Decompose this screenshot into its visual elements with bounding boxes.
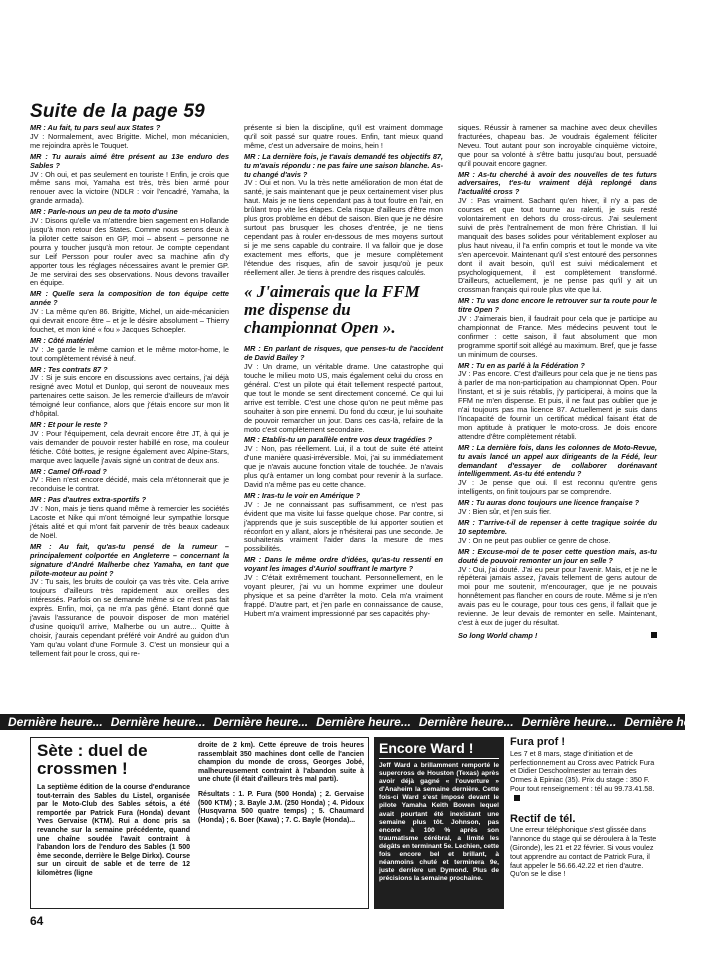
answer: JV : Pas encore. C'est d'ailleurs pour cela que je ne tiens pas à parler de ma non-participation au championnat Open. Pour l'instant, et si je suis rétablis, j'y participerai, à moins que la FFM ne m'en dispense. Et puis, il ne faut pas oublier que je n'ai toujours pas ma licence 87. Actuellement je suis dans l'incapacité de fournir un certificat médical faisant état de mon aptitude à pratiquer le moto-cross. Je dois encore attendre d'être complètement rétabli. <box>458 369 657 441</box>
rectif-title: Rectif de tél. <box>510 812 576 825</box>
question: MR : La dernière fois, dans les colonnes de Moto-Revue, tu avais lancé un appel aux dirigeants de la Fédé, leur demandant d'essayer de collaborer dorénavant intelligemment. As-tu été entendu ? <box>458 442 657 479</box>
fura-body <box>510 750 660 803</box>
interview-column-3 <box>458 124 657 641</box>
answer: JV : Pas vraiment. Sachant qu'en hiver, il n'y a pas de courses et que tout tourne au ralenti, je suis resté volontairement en dehors du cross-circus. J'ai seulement suivi de près l'entraînement de mon frère Christian. Il lui manquait des bases solides pour véritablement exploser au plus haut niveau, il l'a enfin compris et tout le monde va vite s'en apercevoir. Maintenant qu'il s'est entouré des personnes dont il avait besoin, qu'il est suivi médicalement et psychologiquement, il est complètement transformé. D'ailleurs, actuellement, je ne pense pas qu'il y ait un crossman français qui roule plus vite que lui. <box>458 196 657 295</box>
qa-block <box>30 496 229 541</box>
qa-block <box>30 421 229 466</box>
qa-block <box>458 171 657 296</box>
qa-block <box>30 290 229 335</box>
qa-block <box>458 297 657 359</box>
banner-text: Dernière heure... <box>213 715 309 729</box>
question: MR : Parle-nous un peu de ta moto d'usine <box>30 207 178 217</box>
fura-title: Fura prof ! <box>510 736 565 748</box>
signoff <box>458 632 657 641</box>
question: MR : Etablis-tu un parallèle entre vos deux tragédies ? <box>244 435 433 445</box>
rectif-body: Une erreur téléphonique s'est glissée dans l'annonce du stage qui se déroulera à la Teste (Gironde), les 21 et 22 février. Si vous voulez tout apprendre au contact de Patrick Fura, il faut appeler le 56.66.42.22 et rien d'autre. Qu'on se le dise ! <box>510 825 657 879</box>
answer: JV : J'aimerais bien, il faudrait pour cela que je participe au championnat de France. Mes médecins peuvent tout le confirmer : cette saison, il faut absolument que mon programme sportif soit allégé au maximum. Bref, que je fasse un minimum de courses. <box>458 314 657 359</box>
ward-body: Jeff Ward a brillamment remporté le supercross de Houston (Texas) après avoir déjà gagné « l'ouverture » d'Anaheim la semaine dernière. Cette fois-ci Ward s'est imposé devant le pilote Yamaha Keith Bowen lequel avait pourtant été inexistant une semaine plus tôt. Johnson, pas encore à 100 % après son traumatisme cérébral, a limité les dégâts en terminant 5e. Lechien, cette fois encore bel et brillant, à néanmoins chuté et terminera 9e, juste derrière un Dymond. Plus de précisions la semaine prochaine. <box>379 762 499 883</box>
question: MR : Côté matériel <box>30 335 95 345</box>
question: MR : Excuse-moi de te poser cette question mais, as-tu douté de pouvoir remonter un jour en selle ? <box>458 546 657 565</box>
briefs-column <box>510 738 660 891</box>
breaking-news-banner <box>0 714 719 730</box>
qa-block <box>458 444 657 497</box>
question: MR : Tu vas donc encore le retrouver sur ta route pour le titre Open ? <box>458 296 657 315</box>
answer: JV : On ne peut pas oublier ce genre de chose. <box>458 535 611 545</box>
signoff-text: So long World champ ! <box>458 630 538 640</box>
answer: JV : Je pense que oui. Il est reconnu qu'entre gens intelligents, on finit toujours par se comprendre. <box>458 478 657 497</box>
qa-block <box>244 436 443 489</box>
answer: JV : Tu sais, les bruits de couloir ça vas très vite. Cela arrive toujours d'ailleurs très rapidement aux oreilles des intéressés. Parfois on se demande même si ce n'est pas fait exprès. Enfin, moi, ça ne m'a pas gêné. Etant donné que j'avais l'assurance de pouvoir disposer de mon matériel d'usine quoiqu'il arrive, Malherbe ou un autre... Quitte à choisir, j'aurais cependant préféré voir André au guidon d'un Yam qu'au volant d'une Formule 3. C'est un monsieur qui a tellement fait pour le cross, qui re- <box>30 577 229 658</box>
banner-text: Dernière heure... <box>316 715 411 729</box>
answer: JV : Disons qu'elle va m'attendre bien sagement en Hollande jusqu'à mon retour des States. Comme nous serons deux à la piloter cette saison en GP, moi – absent – personne ne pourra y toucher jusqu'à mon retour. Je compte cependant sur Leif Persson pour rouler avec sa machine afin d'y apporter tous les réglages nécessaires avant le premier GP. Je me servirai des ses observations. Nous devons travailler en équipe. <box>30 216 229 288</box>
page-number: 64 <box>30 914 44 928</box>
qa-block <box>30 124 229 151</box>
question: MR : Et pour le reste ? <box>30 420 108 429</box>
qa-block <box>244 153 443 278</box>
answer: JV : C'était extrêmement touchant. Personnellement, en le voyant pleurer, j'ai vu un homme exprimer une douleur physique et sa peine d'arrêter la moto. Cela m'a vraiment frappé. D'autre part, et j'en parle en connaissance de cause, Hubert m'a vraiment impressionné par ses capacités phy- <box>244 573 443 618</box>
sete-body-right-text: droite de 2 km). Cette épreuve de trois heures rassemblait 350 machines dont celle de l'ancien champion du monde de cross, Georges Jobé, malheureusement contraint à l'abandon suite à une chute (il était d'ailleurs très mal parti). <box>198 742 364 784</box>
question: MR : Tu aurais aimé être présent au 13e enduro des Sables ? <box>30 151 229 170</box>
interview-column-2 <box>244 124 443 621</box>
question: MR : Tes contrats 87 ? <box>30 364 108 374</box>
question: MR : Quelle sera la composition de ton équipe cette année ? <box>30 289 229 308</box>
answer: JV : Je ne connaissant pas suffisamment, ce n'est pas évident que ma visite lui fasse quelque chose. Par contre, si j'apprends que je suis susceptible de lui apporter soutien et réconfort en y allant, alors je n'hésiterai pas une seconde. Je souhaiterais vraiment l'aider dans la mesure de mes possibilités. <box>244 499 443 554</box>
question: MR : T'arrive-t-il de repenser à cette tragique soirée du 10 septembre. <box>458 517 657 536</box>
section-title: Suite de la page 59 <box>30 101 205 122</box>
answer: JV : Je garde le même camion et le même motor-home, le tout complètement révisé à neuf. <box>30 344 229 363</box>
qa-block <box>30 208 229 288</box>
answer: JV : Normalement, avec Brigitte. Michel, mon mécanicien, me rejoindra après le Touquet. <box>30 131 229 150</box>
sete-body-left: La septième édition de la course d'endurance tout-terrain des Sables du Listel, organisée par le Moto-Club des Sables sétois, a été remportée par Patrick Fura (Honda) devant Yves Gervaise (KTM). Rui a donc pris sa revanche sur la semaine précédente, quand une chaîne soudée l'avait contraint à l'abandon lors de l'enduro des Sables (1 500 ème seconde, derrière le Belge Dirkx). Course sur un circuit de sable et de terre de 12 kilomètres (ligne <box>37 784 190 877</box>
qa-block <box>30 468 229 495</box>
sete-title: Sète : duel de crossmen ! <box>37 741 148 778</box>
question: MR : Tu en as parlé à la Fédération ? <box>458 360 585 370</box>
question: MR : Dans le même ordre d'idées, qu'as-tu ressenti en voyant les images d'Auriol souffrant le martyre ? <box>244 555 443 574</box>
answer: JV : Oui, j'ai douté. J'ai eu peur pour l'avenir. Mais, et je ne le répéterai jamais assez, j'avais tellement de gens autour de moi pour me soutenir, m'encourager, que je ne pouvais honnêtement pas flancher en cours de route. Même si je n'en avais pas eu le courage, pour tous ces gens, il fallait que je revienne. Je leur devais de remonter en selle. Maintenant, c'est à eux de juger du résultat. <box>458 564 657 627</box>
qa-block <box>244 492 443 554</box>
qa-block <box>244 345 443 434</box>
qa-block <box>30 543 229 659</box>
end-mark-icon <box>514 795 520 801</box>
qa-block <box>30 337 229 364</box>
question: MR : Au fait, qu'as-tu pensé de la rumeur – principalement colportée en Angleterre – concernant la signature d'André Malherbe chez Yamaha, en tant que pilote-moteur au point ? <box>30 541 229 578</box>
answer: JV : Bien sûr, et j'en suis fier. <box>458 507 552 517</box>
banner-text: Dernière heure... <box>624 715 719 729</box>
answer: JV : Non, pas réellement. Lui, il a tout de suite été atteint d'une manière quasi-irréversible. Moi, j'ai su immédiatement que je n'avais aucune fonction vitale de touchée. Je n'avais plus qu'à entamer un long combat pour revenir à la surface. David n'a même pas eu cette chance. <box>244 444 443 489</box>
ward-box <box>374 737 504 909</box>
answer: JV : Un drame, un véritable drame. Une catastrophe qui touche le milieu moto US, mais également celui du cross en général. C'est un pilote qui était tellement respecté partout, que tout le monde se sent directement concerné. Ce qui lui arrive est terrible. C'est une chose qu'on ne peut même pas souhaiter à son pire ennemi. Du fond du cœur, je lui souhaite de pouvoir remarcher un jour. Dans ces cas-là, refaire de la moto c'est complètement secondaire. <box>244 362 443 434</box>
answer: JV : Oui et non. Vu la très nette amélioration de mon état de santé, je sais maintenant que je peux certainement viser plus haut. Mais je ne tiens cependant pas à tout foutre en l'air, en brûlant trop vite les étapes. Cela risque d'ailleurs d'être mon plus gros problème en début de saison. Bien que je ne désire surtout pas brusquer les choses d'entrée, je ne tiens cependant pas à rouler en-dessous de mes moyens surtout si je me sens capable du contraire. Il va falloir que je dose exactement mes efforts, que je mesure complètement l'étendue des risques, afin de savoir jusqu'où je peux réellement aller. Je tiens à prendre des risques calculés. <box>244 178 443 277</box>
sete-body-right <box>198 742 364 825</box>
sete-box <box>30 737 369 909</box>
continued-answer: présente si bien la discipline, qu'il est vraiment dommage qu'il soit passé sur quatre roues. Enfin, tant mieux quand même, c'est un adversaire de moins, hein ! <box>244 123 443 150</box>
banner-text: Dernière heure... <box>8 715 103 729</box>
banner-text: Dernière heure... <box>521 715 617 729</box>
question: MR : Camel Off-road ? <box>30 466 107 476</box>
qa-block <box>30 153 229 206</box>
end-mark-icon <box>651 632 657 638</box>
pull-quote: « J'aimerais que la FFM me dispense du championnat Open ». <box>244 282 420 338</box>
banner-text: Dernière heure... <box>418 715 514 729</box>
fura-text: Les 7 et 8 mars, stage d'initiation et de perfectionnement au Cross avec Patrick Fura et Didier Deschoolmester au terrain des Ormes à Epiniac (35). Prix du stage : 350 F. Pour tout renseignement : tél au 99.73.41.58. <box>510 748 655 793</box>
question: MR : As-tu cherché à avoir des nouvelles de tes futurs adversaires, t'es-tu vraiment déjà replongé dans l'actualité cross ? <box>458 169 657 197</box>
sete-results: Résultats : 1. P. Fura (500 Honda) ; 2. Gervaise (500 KTM) ; 3. Bayle J.M. (250 Honda) ; 4. Pidoux (Husqvarna 500 quatre temps) ; 5. Chaumard (Honda) ; 6. Boer (Kawa) ; 7. C. Bayle (Honda)... <box>198 790 364 824</box>
answer: JV : Rien n'est encore décidé, mais cela m'étonnerait que je reconduise le contrat. <box>30 475 229 494</box>
answer: JV : Pour l'équipement, cela devrait encore être JT, à qui je vais demander de pouvoir rester habillé en rose, ma couleur fétiche. Côté bottes, je resigne également avec Alpine-Stars, marque avec laquelle j'avais signé un contrat de deux ans. <box>30 428 229 465</box>
answer: JV : Si je suis encore en discussions avec certains, j'ai déjà resigné avec Motul et Dunlop, qui seront de nouveaux mes partenaires cette saison. Je les remercie d'ailleurs de m'avoir témoigné leur confiance, alors que j'étais encore sur mon lit d'hôpital. <box>30 373 229 419</box>
continued-answer: siques. Réussir à ramener sa machine avec deux chevilles fracturées, chapeau bas. Je voudrais également féliciter Neveu. Tout autant pour son incroyable cinquième victoire, que pour sa volonté à s'être battu jusqu'au bout, persuadé qu'il pouvait encore gagner. <box>458 123 657 168</box>
qa-block <box>458 362 657 442</box>
qa-block <box>30 366 229 419</box>
qa-block <box>244 556 443 618</box>
answer: JV : La même qu'en 86. Brigitte, Michel, un aide-mécanicien qui devrait encore être – et je le désire absolument – Thierry fouchet, et mon kiné « fou » Jacques Schoepler. <box>30 307 229 334</box>
question: MR : Pas d'autres extra-sportifs ? <box>30 495 147 505</box>
answer: JV : Oh oui, et pas seulement en touriste ! Enfin, je crois que même sans moi, Yamaha est très, très bien armé pour renouer avec la victoire (NDLR : voir l'encadré, Yamaha, la grande armada). <box>30 169 229 206</box>
answer: JV : Non, mais je tiens quand même à remercier les sociétés Lacoste et Nike qui m'ont témoigné leur sympathie lorsque j'étais alité et qui m'ont fait parvenir de très beaux cadeaux de Noël. <box>30 504 229 540</box>
question: MR : Iras-tu le voir en Amérique ? <box>244 490 361 500</box>
banner-text: Dernière heure... <box>110 715 206 729</box>
qa-block <box>458 519 657 546</box>
qa-block <box>458 499 657 517</box>
question: MR : En parlant de risques, que penses-tu de l'accident de David Bailey ? <box>244 344 443 363</box>
interview-column-1 <box>30 124 229 661</box>
ward-title: Encore Ward ! <box>379 741 499 759</box>
question: MR : Au fait, tu pars seul aux States ? <box>30 123 161 132</box>
question: MR : La dernière fois, je t'avais demandé tes objectifs 87, tu m'avais répondu : ne pas faire une saison blanche. As-tu changé d'avis ? <box>244 151 443 179</box>
qa-block <box>458 548 657 628</box>
question: MR : Tu auras donc toujours une licence française ? <box>458 498 640 508</box>
